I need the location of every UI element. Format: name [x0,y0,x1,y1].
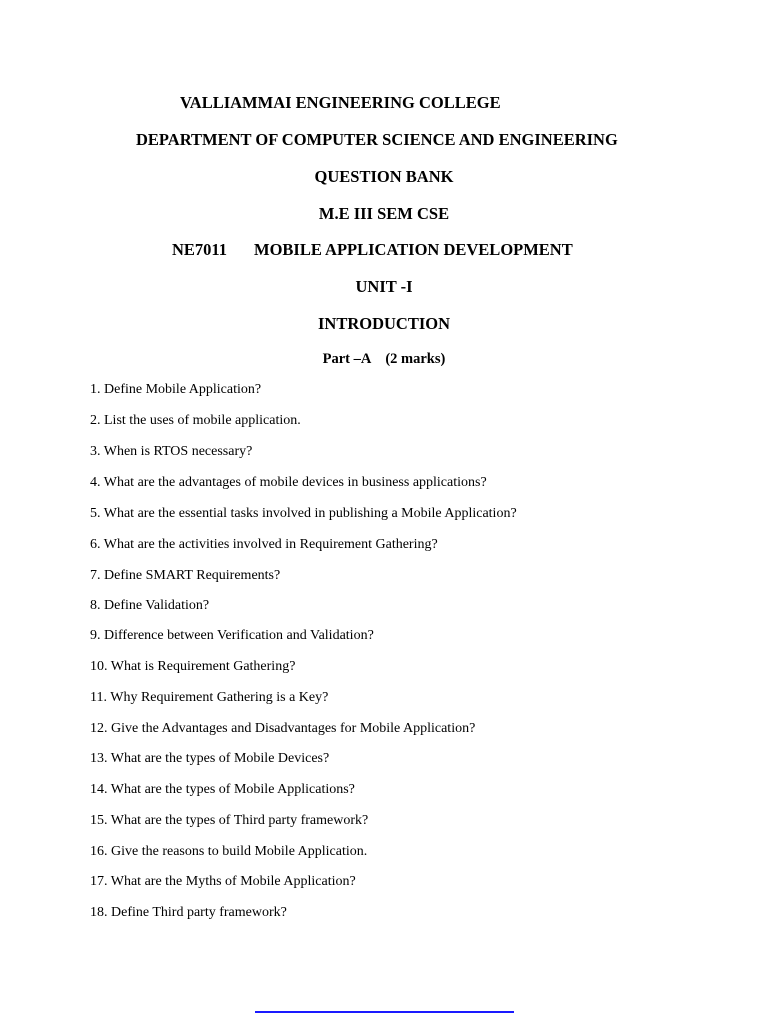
footer-link-underline[interactable] [255,1011,514,1013]
question-item: 2. List the uses of mobile application. [90,413,301,428]
unit-number: UNIT -I [355,277,413,296]
question-item: 14. What are the types of Mobile Applications? [90,782,355,797]
marks-label: (2 marks) [385,351,446,367]
question-item: 15. What are the types of Third party framework? [90,813,369,828]
semester: M.E III SEM CSE [318,204,450,223]
question-item: 11. Why Requirement Gathering is a Key? [90,690,329,705]
document-type: QUESTION BANK [314,167,454,186]
question-item: 16. Give the reasons to build Mobile Application. [90,844,368,859]
question-item: 10. What is Requirement Gathering? [90,659,296,674]
unit-title: INTRODUCTION [317,314,451,333]
question-item: 13. What are the types of Mobile Devices? [90,751,330,766]
question-item: 6. What are the activities involved in Requirement Gathering? [90,537,438,552]
course-title: MOBILE APPLICATION DEVELOPMENT [254,240,573,259]
part-heading [0,352,768,367]
question-item: 1. Define Mobile Application? [90,382,262,397]
question-item: 9. Difference between Verification and Validation? [90,628,374,643]
course-code: NE7011 [172,240,228,259]
question-item: 12. Give the Advantages and Disadvantages for Mobile Application? [90,721,476,736]
question-item: 5. What are the essential tasks involved in publishing a Mobile Application? [90,506,517,521]
part-label: Part –A [322,351,372,367]
question-item: 4. What are the advantages of mobile devices in business applications? [90,475,487,490]
question-item: 8. Define Validation? [90,598,210,613]
college-name: VALLIAMMAI ENGINEERING COLLEGE [180,93,501,112]
question-item: 17. What are the Myths of Mobile Application? [90,874,356,889]
question-item: 3. When is RTOS necessary? [90,444,253,459]
question-item: 18. Define Third party framework? [90,905,287,920]
course-heading [172,242,573,259]
department-name: DEPARTMENT OF COMPUTER SCIENCE AND ENGINEERING [136,130,618,149]
question-item: 7. Define SMART Requirements? [90,568,281,583]
